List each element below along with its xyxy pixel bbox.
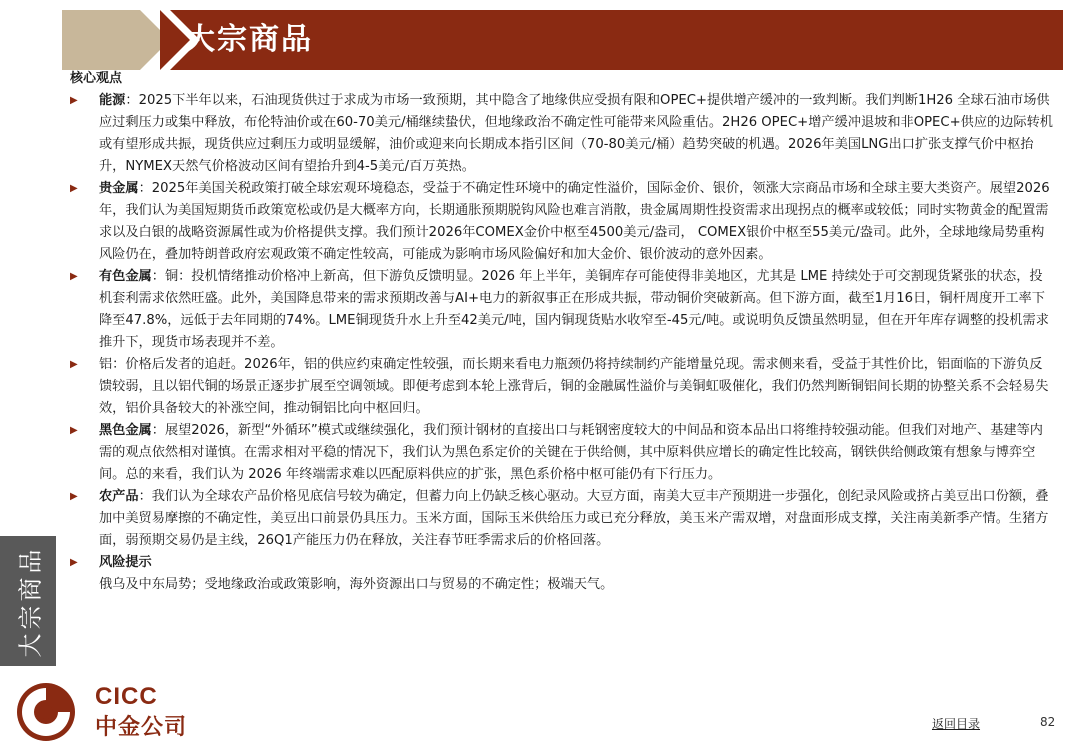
bullet-heading: 黑色金属: [99, 423, 152, 438]
page-title: 大宗商品: [185, 22, 313, 57]
bullet-separator: ：: [151, 269, 165, 284]
bullet-item: [70, 266, 1055, 354]
bullet-body: 2025下半年以来，石油现货供过于求成为市场一致预期，其中隐含了地缘供应受损有限和OPEC+提供增产缓冲的一致判断。我们判断1H26 全球石油市场供应过剩压力或集中释放，布伦特油价或在60-70美元/桶继续蛰伏，但地缘政治不确定性可能带来风险重估。2H26 OPEC+增产缓冲退坡和非OPEC+供应的边际转机或有望形成共振，现货供应过剩压力或明显缓解，油价或迎来向长期成本指引区间（70-80美元/桶）趋势突破的机遇。2026年美国LNG出口扩张支撑气价中枢抬升，NYMEX天然气价格波动区间有望抬升到4-5美元/百万英热。: [99, 93, 1053, 174]
triangle-right-icon: ▶: [70, 271, 78, 282]
side-tab-label-wrap: [0, 536, 56, 666]
bullet-item: [70, 178, 1055, 266]
bullet-list: [70, 90, 1055, 596]
triangle-right-icon: ▶: [70, 359, 78, 370]
header-arrow-icon: [62, 10, 172, 70]
risk-text: 俄乌及中东局势；受地缘政治或政策影响，海外资源出口与贸易的不确定性；极端天气。: [99, 577, 614, 592]
page-number: 82: [1040, 715, 1056, 729]
bullet-body: 铝：价格后发者的追赶。2026年，铝的供应约束确定性较强，而长期来看电力瓶颈仍将持续制约产能增量兑现。需求侧来看，受益于其性价比，铝面临的下游负反馈较弱，且以铝代铜的场景正逐步扩展至空调领域。即便考虑到本轮上涨背后，铜的金融属性溢价与美铜虹吸催化，我们仍然判断铜铝间长期的协整关系不会轻易失效，铝价具备较大的补涨空间，推动铜铝比向中枢回归。: [99, 357, 1049, 416]
bullet-heading: 农产品: [99, 489, 139, 504]
bullet-body: 2025年美国关税政策打破全球宏观环境稳态，受益于不确定性环境中的确定性溢价，国际金价、银价，领涨大宗商品市场和全球主要大类资产。展望2026年，我们认为美国短期货币政策宽松或仍是大概率方向，长期通胀预期脱钩风险也难言消散，贵金属周期性投资需求出现拐点的概率或较低；同时实物黄金的配置需求以及白银的战略资源属性或为价格提供支撑。我们预计2026年COMEX金价中枢至4500美元/盎司， COMEX银价中枢至55美元/盎司。此外，全球地缘局势重构风险仍在，叠加特朗普政府宏观政策不确定性较高，可能成为影响市场风险偏好和加大金价、银价波动的意外因素。: [99, 181, 1050, 262]
logo-text-cn: 中金公司: [95, 715, 188, 740]
side-tab-label: 大宗商品: [16, 545, 45, 657]
triangle-right-icon: ▶: [70, 557, 78, 568]
bullet-body: 铜：投机情绪推动价格冲上新高，但下游负反馈明显。2026 年上半年，美铜库存可能使得非美地区，尤其是 LME 持续处于可交割现货紧张的状态，投机套利需求依然旺盛。此外，美国降息带来的需求预期改善与AI+电力的新叙事正在形成共振，带动铜价突破新高。但下游方面，截至1月16日，铜杆周度开工率下降至47.8%，远低于去年同期的74%。LME铜现货升水上升至42美元/吨，国内铜现货贴水收窄至-45元/吨。或说明负反馈虽然明显，但在开年库存调整的投机需求推升下，现货市场表现并不差。: [99, 269, 1049, 350]
bullet-separator: ：: [125, 93, 139, 108]
bullet-heading: 能源: [99, 93, 126, 108]
bullet-separator: ：: [151, 423, 165, 438]
triangle-right-icon: ▶: [70, 491, 78, 502]
bullet-separator: ：: [138, 489, 152, 504]
bullet-item: [70, 90, 1055, 178]
cicc-logo-icon: [14, 680, 78, 744]
bullet-item: [70, 420, 1055, 486]
bullet-body: 展望2026，新型“外循环”模式或继续强化，我们预计钢材的直接出口与耗钢密度较大的中间品和资本品出口将维持较强动能。但我们对地产、基建等内需的观点依然相对谨慎。在需求相对平稳的情况下，我们认为黑色系定价的关键在于供给侧，其中原料供应增长的确定性比较高，钢铁供给侧政策有想象与博弈空间。总的来看，我们认为 2026 年终端需求难以匹配原料供应的扩张，黑色系价格中枢可能仍有下行压力。: [99, 423, 1043, 482]
triangle-right-icon: ▶: [70, 95, 78, 106]
logo-text-en: CICC: [95, 683, 158, 710]
bullet-item: [70, 354, 1055, 420]
bullet-separator: ：: [138, 181, 152, 196]
triangle-right-icon: ▶: [70, 425, 78, 436]
bullet-item: [70, 486, 1055, 552]
bullet-heading: 贵金属: [99, 181, 139, 196]
bullet-body: 我们认为全球农产品价格见底信号较为确定，但蓄力向上仍缺乏核心驱动。大豆方面，南美大豆丰产预期进一步强化，创纪录风险或挤占美豆出口份额，叠加中美贸易摩擦的不确定性，美豆出口前景仍具压力。玉米方面，国际玉米供给压力或已充分释放，美玉米产需双增，对盘面形成支撑，关注南美新季产情。生猪方面，弱预期交易仍是主线，26Q1产能压力仍在释放，关注春节旺季需求后的价格回落。: [99, 489, 1049, 548]
risk-heading: 风险提示: [99, 555, 152, 570]
section-title: 核心观点: [70, 71, 123, 86]
bullet-item-risk: [70, 552, 1055, 574]
triangle-right-icon: ▶: [70, 183, 78, 194]
back-to-toc-link[interactable]: 返回目录: [932, 717, 981, 731]
bullet-heading: 有色金属: [99, 269, 152, 284]
